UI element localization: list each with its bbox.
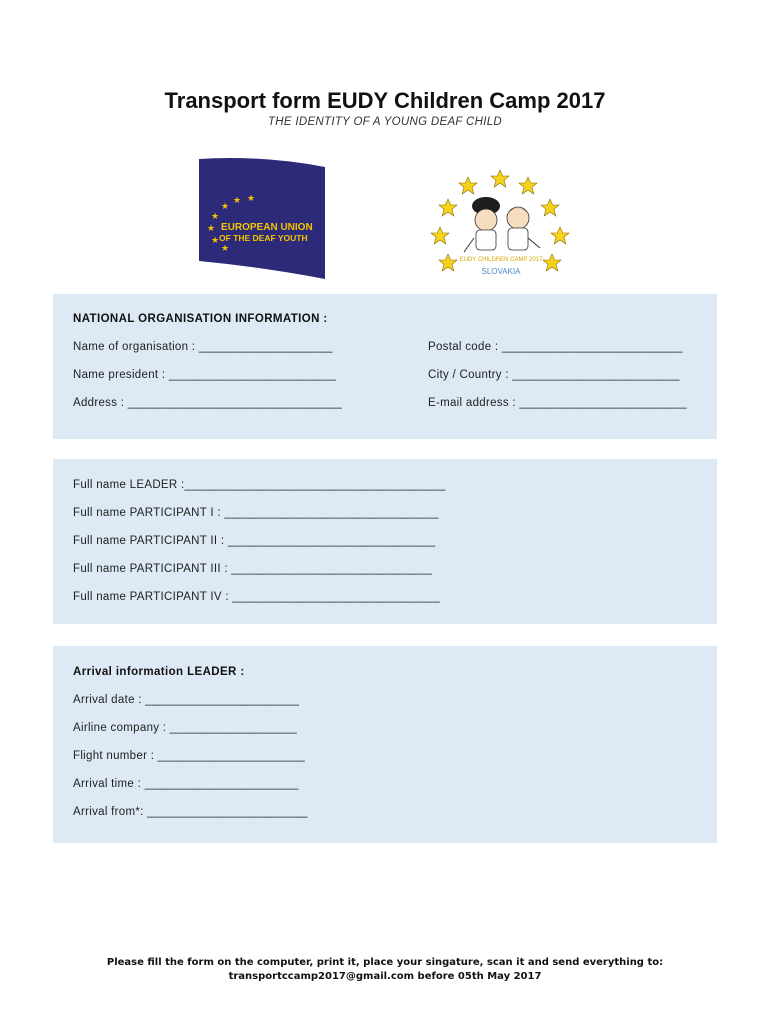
svg-text:★: ★ [247, 193, 256, 203]
arrival-information-heading: Arrival information LEADER : [73, 666, 245, 678]
national-organisation-panel [53, 294, 717, 439]
address-field[interactable]: Address : ________________________________ [73, 397, 343, 409]
svg-text:★: ★ [221, 243, 230, 253]
participant-2-name-field[interactable]: Full name PARTICIPANT II : _______________________________ [73, 535, 436, 547]
postal-code-field[interactable]: Postal code : ___________________________ [428, 341, 683, 353]
footer-line-1: Please fill the form on the computer, print it, place your singature, scan it and send everything to: [106, 957, 664, 968]
name-president-field[interactable]: Name president : _________________________ [73, 369, 337, 381]
camp-logo-line1: EUDY CHILDREN CAMP 2017 [459, 257, 543, 263]
participant-1-name-field[interactable]: Full name PARTICIPANT I : ________________________________ [73, 507, 439, 519]
arrival-date-field[interactable]: Arrival date : _______________________ [73, 694, 300, 706]
email-address-field[interactable]: E-mail address : _________________________ [428, 397, 687, 409]
arrival-from-field[interactable]: Arrival from*: ________________________ [73, 806, 308, 818]
arrival-information-panel [53, 646, 717, 843]
svg-text:★: ★ [233, 195, 242, 205]
eudy-logo [197, 157, 327, 279]
leader-name-field[interactable]: Full name LEADER :_______________________________________ [73, 479, 446, 491]
national-organisation-heading: NATIONAL ORGANISATION INFORMATION : [73, 313, 328, 325]
camp-star-ring-icon [431, 170, 569, 271]
participants-panel [53, 459, 717, 624]
airline-company-field[interactable]: Airline company : ___________________ [73, 722, 298, 734]
participant-3-name-field[interactable]: Full name PARTICIPANT III : ______________________________ [73, 563, 433, 575]
eudy-logo-line2: OF THE DEAF YOUTH [219, 233, 308, 243]
page-title: Transport form EUDY Children Camp 2017 [164, 88, 606, 113]
children-camp-logo [428, 168, 574, 284]
city-country-field[interactable]: City / Country : _________________________ [428, 369, 680, 381]
svg-text:★: ★ [211, 211, 220, 221]
flight-number-field[interactable]: Flight number : ______________________ [73, 750, 305, 762]
arrival-time-field[interactable]: Arrival time : _______________________ [73, 778, 299, 790]
name-of-organisation-field[interactable]: Name of organisation : ____________________ [73, 341, 333, 353]
eudy-logo-line1: EUROPEAN UNION [221, 222, 313, 233]
svg-text:★: ★ [211, 235, 220, 245]
participant-4-name-field[interactable]: Full name PARTICIPANT IV : _______________________________ [73, 591, 440, 603]
svg-text:★: ★ [207, 223, 216, 233]
page-subtitle: THE IDENTITY OF A YOUNG DEAF CHILD [267, 116, 503, 128]
footer-line-2: transportccamp2017@gmail.com before 05th May 2017 [228, 971, 542, 982]
svg-text:★: ★ [221, 201, 230, 211]
camp-logo-line2: SLOVAKIA [481, 267, 521, 276]
children-illustration-icon [464, 197, 540, 252]
footer-instructions [0, 956, 770, 984]
